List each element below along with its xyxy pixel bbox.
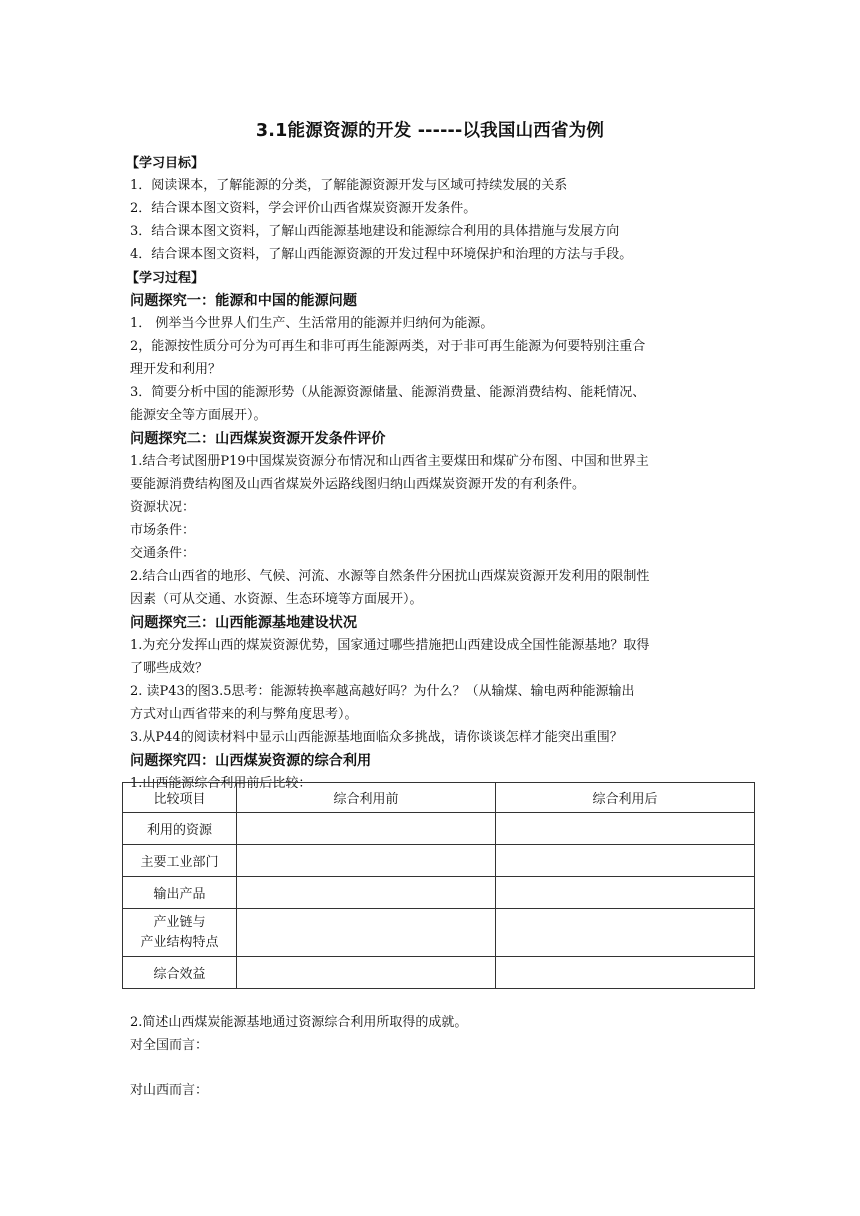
answer-cell[interactable] xyxy=(496,957,755,989)
answer-field-label: 对全国而言： xyxy=(130,1037,209,1053)
answer-cell[interactable] xyxy=(496,813,755,845)
section-heading: 问题探究三：山西能源基地建设状况 xyxy=(130,614,358,631)
question-text: 1． 例举当今世界人们生产、生活常用的能源并归纳何为能源。 xyxy=(130,316,494,332)
objective-item: 2．结合课本图文资料，学会评价山西省煤炭资源开发条件。 xyxy=(130,200,477,216)
comparison-table xyxy=(122,782,755,989)
question-text: 2.结合山西省的地形、气候、河流、水源等自然条件分困扰山西煤炭资源开发利用的限制性 xyxy=(130,568,650,584)
objective-item: 1．阅读课本，了解能源的分类，了解能源资源开发与区域可持续发展的关系 xyxy=(130,178,568,193)
answer-field-label: 对山西而言： xyxy=(130,1082,209,1098)
row-label: 利用的资源 xyxy=(123,813,237,845)
table-row xyxy=(123,845,755,877)
question-text: 2.简述山西煤炭能源基地通过资源综合利用所取得的成就。 xyxy=(130,1015,468,1030)
question-text: 2. 读P43的图3.5思考：能源转换率越高越好吗？为什么？（从输煤、输电两种能源输出 xyxy=(130,683,635,699)
row-label xyxy=(123,909,237,957)
answer-cell[interactable] xyxy=(237,957,496,989)
question-text: 了哪些成效？ xyxy=(130,660,209,676)
section-heading: 问题探究二：山西煤炭资源开发条件评价 xyxy=(130,430,386,447)
question-text: 3．简要分析中国的能源形势（从能源资源储量、能源消费量、能源消费结构、能耗情况、 xyxy=(130,384,646,400)
section-heading: 问题探究一：能源和中国的能源问题 xyxy=(130,292,358,309)
question-text: 能源安全等方面展开）。 xyxy=(130,407,267,423)
row-label: 综合效益 xyxy=(123,957,237,989)
answer-cell[interactable] xyxy=(237,909,496,957)
table-row xyxy=(123,813,755,845)
answer-cell[interactable] xyxy=(237,845,496,877)
page-title: 3.1能源资源的开发 ------以我国山西省为例 xyxy=(255,121,605,141)
row-label-line: 产业结构特点 xyxy=(140,934,219,950)
question-text: 方式对山西省带来的利与弊角度思考）。 xyxy=(130,706,358,722)
question-text: 1.山西能源综合利用前后比较： xyxy=(130,776,312,792)
row-label-line: 产业链与 xyxy=(153,914,206,930)
table-header-cell: 综合利用后 xyxy=(496,783,755,813)
process-heading: 【学习过程】 xyxy=(126,270,205,286)
objectives-heading: 【学习目标】 xyxy=(126,156,205,171)
answer-cell[interactable] xyxy=(237,813,496,845)
table-row xyxy=(123,909,755,957)
section-heading: 问题探究四：山西煤炭资源的综合利用 xyxy=(130,752,372,769)
answer-field-label: 市场条件： xyxy=(130,522,196,538)
answer-cell[interactable] xyxy=(496,909,755,957)
question-text: 3.从P44的阅读材料中显示山西能源基地面临众多挑战，请你谈谈怎样才能突出重围？ xyxy=(130,729,623,745)
question-text: 2，能源按性质分可分为可再生和非可再生能源两类，对于非可再生能源为何要特别注重合 xyxy=(130,339,646,355)
answer-field-label: 交通条件： xyxy=(130,545,196,561)
document-body xyxy=(126,152,740,796)
question-text: 1.结合考试图册P19中国煤炭资源分布情况和山西省主要煤田和煤矿分布图、中国和世界主 xyxy=(130,454,649,470)
objective-item: 4．结合课本图文资料，了解山西能源资源的开发过程中环境保护和治理的方法与手段。 xyxy=(130,246,633,262)
table-header-row xyxy=(123,783,755,813)
table-header-cell: 比较项目 xyxy=(123,783,237,813)
objective-item: 3．结合课本图文资料，了解山西能源基地建设和能源综合利用的具体措施与发展方向 xyxy=(130,223,620,239)
question-text: 理开发和利用？ xyxy=(130,361,222,377)
table-row xyxy=(123,877,755,909)
post-table-section xyxy=(130,1012,740,1103)
question-text: 1.为充分发挥山西的煤炭资源优势，国家通过哪些措施把山西建设成全国性能源基地？取得 xyxy=(130,638,650,653)
table-row xyxy=(123,957,755,989)
answer-space[interactable] xyxy=(130,1058,740,1080)
answer-cell[interactable] xyxy=(237,877,496,909)
question-text: 要能源消费结构图及山西省煤炭外运路线图归纳山西煤炭资源开发的有利条件。 xyxy=(130,477,586,493)
answer-cell[interactable] xyxy=(496,877,755,909)
table-header-cell: 综合利用前 xyxy=(237,783,496,813)
row-label: 输出产品 xyxy=(123,877,237,909)
row-label: 主要工业部门 xyxy=(123,845,237,877)
question-text: 因素（可从交通、水资源、生态环境等方面展开）。 xyxy=(130,591,423,607)
answer-field-label: 资源状况： xyxy=(130,499,196,515)
answer-cell[interactable] xyxy=(496,845,755,877)
